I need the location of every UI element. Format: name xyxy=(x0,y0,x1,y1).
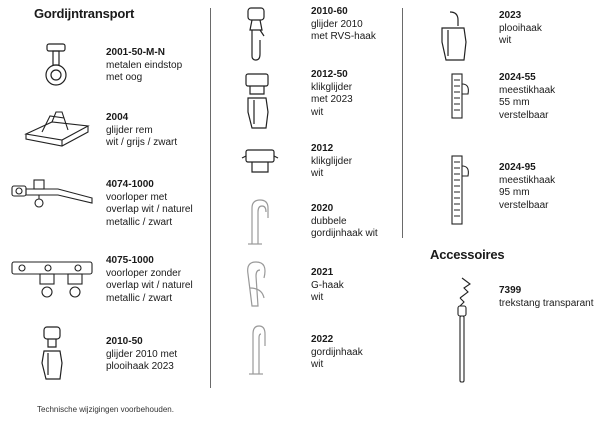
glider-pleat-hook-icon xyxy=(36,323,68,387)
product-code: 2021 xyxy=(311,267,334,278)
footer-note: Technische wijzigingen voorbehouden. xyxy=(37,405,174,414)
product-description: 55 mm xyxy=(499,97,530,108)
product-item xyxy=(499,285,594,310)
product-code: 4075-1000 xyxy=(106,255,154,266)
product-description: wit / grijs / zwart xyxy=(106,137,178,148)
product-code: 2010-60 xyxy=(311,6,348,17)
product-code: 2024-95 xyxy=(499,162,536,173)
product-description: meestikhaak xyxy=(499,174,556,186)
product-code: 2001-50-M-N xyxy=(106,47,165,58)
product-item xyxy=(106,47,182,85)
product-code: 2012 xyxy=(311,143,334,154)
product-code: 7399 xyxy=(499,285,522,296)
product-item xyxy=(106,255,193,305)
product-item xyxy=(311,203,378,241)
product-description: plooihaak xyxy=(499,22,542,34)
product-description: verstelbaar xyxy=(499,109,549,121)
product-code: 2024-55 xyxy=(499,72,536,83)
product-description: metallic / zwart xyxy=(106,216,173,228)
product-item xyxy=(311,69,353,119)
product-code: 2012-50 xyxy=(311,69,348,80)
column-divider xyxy=(402,8,403,238)
eyelet-end-stop-icon xyxy=(36,42,76,90)
column-divider xyxy=(210,8,211,388)
product-description: overlap wit / naturel xyxy=(106,280,193,291)
product-item xyxy=(106,179,193,229)
sew-on-hook-95-icon xyxy=(446,152,472,228)
product-description: gordijnhaak xyxy=(311,346,363,358)
pleat-hook-icon xyxy=(436,8,470,64)
product-description: dubbele xyxy=(311,215,347,227)
product-description: metalen eindstop xyxy=(106,59,183,71)
product-description: klikglijder xyxy=(311,155,353,167)
product-item xyxy=(499,162,555,212)
curtain-hook-icon xyxy=(245,322,273,378)
product-code: 2022 xyxy=(311,334,334,345)
click-glider-icon xyxy=(240,146,280,176)
product-description: wit xyxy=(311,168,324,179)
product-description: wit xyxy=(499,35,512,46)
product-code: 4074-1000 xyxy=(106,179,154,190)
product-description: verstelbaar xyxy=(499,199,549,211)
product-description: meestikhaak xyxy=(499,84,556,96)
sew-on-hook-55-icon xyxy=(446,70,472,122)
g-hook-icon xyxy=(242,258,274,310)
product-code: 2020 xyxy=(311,203,334,214)
product-item xyxy=(106,336,177,374)
product-code: 2004 xyxy=(106,112,129,123)
double-curtain-hook-icon xyxy=(242,196,274,248)
lead-carrier-no-overlap-icon xyxy=(8,252,96,304)
section-title-accessories: Accessoires xyxy=(430,247,505,262)
product-item xyxy=(311,267,344,305)
product-description: met oog xyxy=(106,72,143,83)
section-title-transport: Gordijntransport xyxy=(34,6,135,21)
draw-rod-icon xyxy=(446,276,480,386)
product-code: 2010-50 xyxy=(106,336,143,347)
product-description: glijder 2010 xyxy=(311,18,363,30)
product-description: overlap wit / naturel xyxy=(106,204,193,215)
product-code: 2023 xyxy=(499,10,522,21)
product-description: klikglijder xyxy=(311,81,353,93)
product-item xyxy=(311,334,363,372)
product-item xyxy=(311,143,352,181)
click-glider-hook-icon xyxy=(240,70,276,132)
product-description: glijder 2010 met xyxy=(106,348,178,360)
product-description: voorloper zonder xyxy=(106,267,182,279)
product-description: met 2023 xyxy=(311,94,353,105)
product-description: wit xyxy=(311,106,324,118)
product-item xyxy=(499,72,555,122)
product-description: plooihaak 2023 xyxy=(106,361,174,372)
product-item xyxy=(499,10,542,48)
product-description: wit xyxy=(311,292,324,303)
glider-steel-hook-icon xyxy=(240,6,274,62)
product-description: glijder rem xyxy=(106,124,153,136)
product-item xyxy=(106,112,177,150)
brake-glider-icon xyxy=(22,108,94,150)
product-description: 95 mm xyxy=(499,187,530,198)
product-description: voorloper met xyxy=(106,191,168,203)
product-description: trekstang transparant xyxy=(499,297,594,309)
product-description: gordijnhaak wit xyxy=(311,228,378,239)
product-description: G-haak xyxy=(311,279,344,291)
product-item xyxy=(311,6,376,44)
product-description: met RVS-haak xyxy=(311,31,376,42)
lead-carrier-overlap-icon xyxy=(8,176,96,214)
product-description: wit xyxy=(311,359,324,370)
product-description: metallic / zwart xyxy=(106,292,173,304)
